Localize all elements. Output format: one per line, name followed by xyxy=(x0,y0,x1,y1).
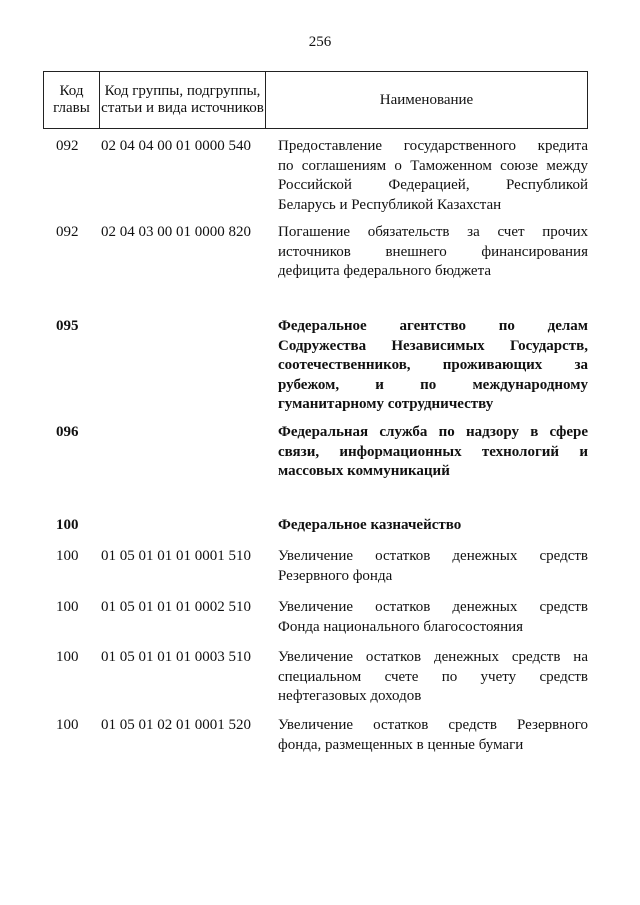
row-name-line: Федеральное агентство по делам xyxy=(278,318,588,334)
row-name-line: Беларусь и Республикой Казахстан xyxy=(278,196,502,213)
group-code: 01 05 01 01 01 0003 510 xyxy=(101,649,251,665)
row-name-line: по соглашениям о Таможенном союзе между xyxy=(278,157,588,174)
row-name-line: источников внешнего финансирования xyxy=(278,243,588,260)
row-name xyxy=(278,317,588,415)
chapter-code: 095 xyxy=(56,318,79,334)
group-code: 01 05 01 02 01 0001 520 xyxy=(101,717,251,733)
row-name xyxy=(278,423,588,482)
row-name-line: Погашение обязательств за счет прочих xyxy=(278,224,588,240)
header-name-column: Наименование xyxy=(379,91,474,108)
row-name xyxy=(278,648,588,707)
row-name xyxy=(278,598,588,637)
chapter-code: 100 xyxy=(56,649,79,665)
table-header xyxy=(43,71,588,129)
row-name xyxy=(278,223,588,282)
header-code-column: Код главы xyxy=(44,72,100,128)
chapter-code: 100 xyxy=(56,599,79,615)
row-name-line: Увеличение остатков средств Резервного xyxy=(278,717,588,733)
row-name xyxy=(278,716,588,755)
row-name-line: Содружества Независимых Государств, xyxy=(278,337,588,354)
row-name-line: Федеральная служба по надзору в сфере xyxy=(278,424,588,440)
group-code: 01 05 01 01 01 0002 510 xyxy=(101,599,251,615)
row-name-line: Фонда национального благосостояния xyxy=(278,618,524,635)
chapter-code: 100 xyxy=(56,717,79,733)
row-name xyxy=(278,137,588,215)
row-name xyxy=(278,547,588,586)
group-code: 02 04 03 00 01 0000 820 xyxy=(101,224,251,240)
row-name-line: дефицита федерального бюджета xyxy=(278,263,491,279)
row-name-line: Российской Федерацией, Республикой xyxy=(278,177,588,193)
row-name-line: Увеличение остатков денежных средств xyxy=(278,599,588,615)
chapter-code: 096 xyxy=(56,424,79,440)
row-name-line: соотечественников, проживающих за xyxy=(278,357,588,373)
row-name-line: специальном счете по учету средств xyxy=(278,668,588,685)
row-name-line: Увеличение остатков денежных средств xyxy=(278,548,588,564)
row-name-line: гуманитарному сотрудничеству xyxy=(278,396,494,412)
chapter-code: 092 xyxy=(56,224,79,240)
chapter-code: 100 xyxy=(56,548,79,564)
chapter-code: 100 xyxy=(56,517,79,533)
row-name-line: связи, информационных технологий и xyxy=(278,443,588,460)
group-code: 02 04 04 00 01 0000 540 xyxy=(101,138,251,154)
group-code: 01 05 01 01 01 0001 510 xyxy=(101,548,251,564)
row-name-line: рубежом, и по международному xyxy=(278,376,588,393)
row-name-line: фонда, размещенных в ценные бумаги xyxy=(278,736,524,753)
row-name-line: Федеральное казначейство xyxy=(278,517,462,533)
row-name-line: массовых коммуникаций xyxy=(278,463,450,479)
row-name-line: Предоставление государственного кредита xyxy=(278,138,588,154)
row-name-line: Увеличение остатков денежных средств на xyxy=(278,649,588,665)
header-group-column: Код группы, подгруппы, статьи и вида источников xyxy=(100,72,266,128)
row-name-line: нефтегазовых доходов xyxy=(278,688,422,704)
chapter-code: 092 xyxy=(56,138,79,154)
page-number: 256 xyxy=(308,34,332,50)
row-name-line: Резервного фонда xyxy=(278,567,393,584)
row-name xyxy=(278,516,588,536)
